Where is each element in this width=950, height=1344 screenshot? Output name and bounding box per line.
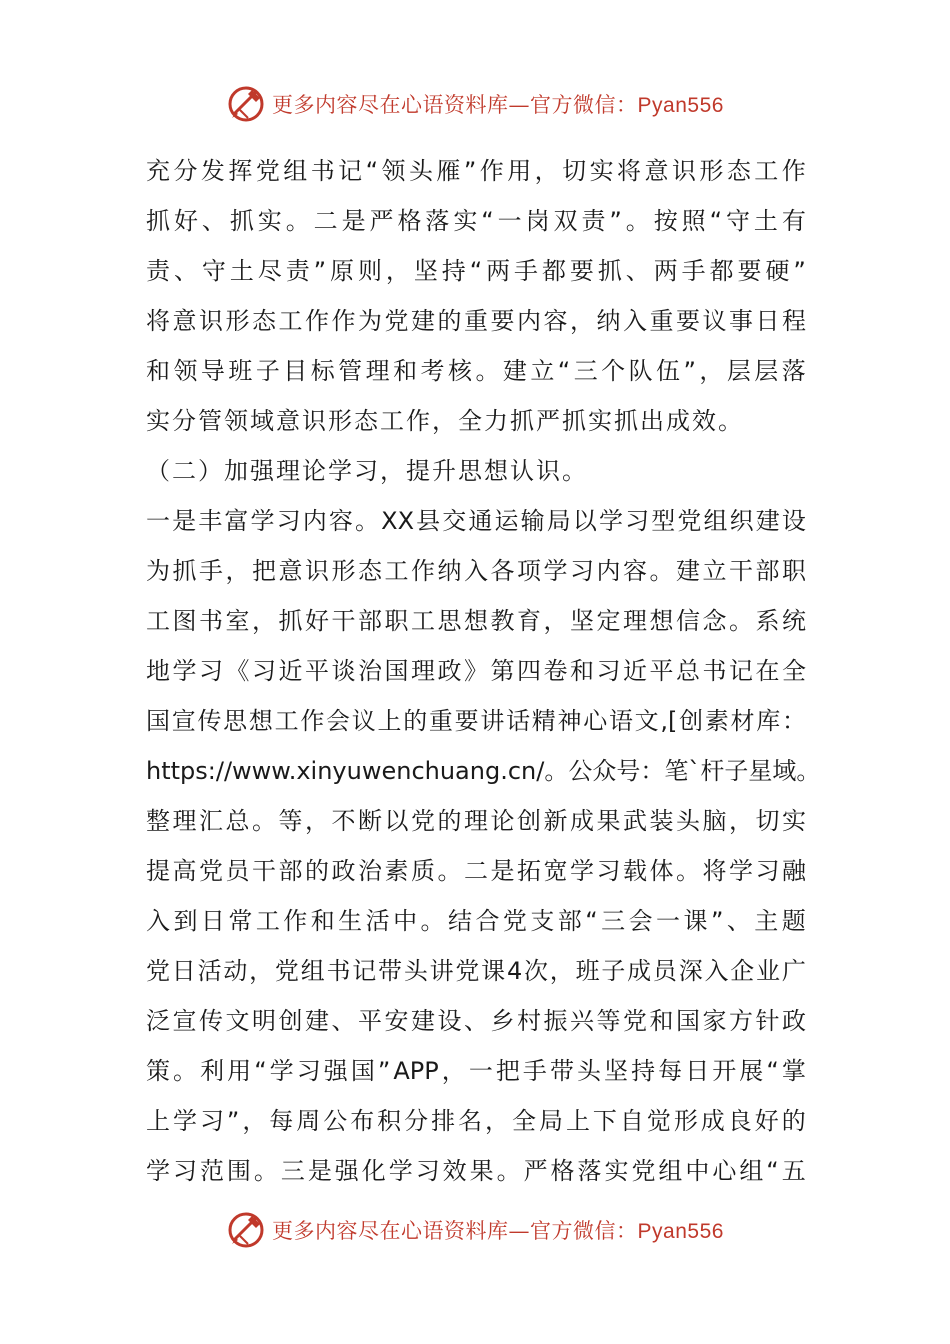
text-line: 充 分 发 挥 党 组 书 记 “ 领 头 雁 ” 作 用 ， 切 实 将 意 识 形 态 工 作 <box>146 157 806 185</box>
text-line: 学 习 范 围 。 三 是 强 化 学 习 效 果 。 严 格 落 实 党 组 中 心 组 “ 五 <box>146 1157 806 1185</box>
text-line: 国 宣 传 思 想 工 作 会 议 上 的 重 要 讲 话 精 神 心 语 文 ,[ 创 素 材 库 ： <box>146 707 806 735</box>
text-line: 上 学 习 ” ， 每 周 公 布 积 分 排 名 ， 全 局 上 下 自 觉 形 成 良 好 的 <box>146 1107 806 1135</box>
text-line: （ 二 ） 加 强 理 论 学 习 ， 提 升 思 想 认 识 。 <box>146 457 586 485</box>
header-banner-text: 更多内容尽在心语资料库—官方微信：Pyan556 <box>272 93 724 117</box>
text-line: 提 高 党 员 干 部 的 政 治 素 质 。 二 是 拓 宽 学 习 载 体 。 将 学 习 融 <box>146 857 806 885</box>
text-line: 入 到 日 常 工 作 和 生 活 中 。 结 合 党 支 部 “ 三 会 一 课 ” 、 主 题 <box>146 907 806 935</box>
text-line: 策 。 利 用 “ 学 习 强 国 ” APP ， 一 把 手 带 头 坚 持 每 日 开 展 “ 掌 <box>146 1057 806 1085</box>
text-line: 工 图 书 室 ， 抓 好 干 部 职 工 思 想 教 育 ， 坚 定 理 想 信 念 。 系 统 <box>146 607 806 635</box>
document-body <box>146 146 821 1196</box>
text-line: 整 理 汇 总 。 等 ， 不 断 以 党 的 理 论 创 新 成 果 武 装 头 脑 ， 切 实 <box>146 807 806 835</box>
text-line: 将 意 识 形 态 工 作 作 为 党 建 的 重 要 内 容 ， 纳 入 重 要 议 事 日 程 <box>146 307 806 335</box>
footer-wechat-id: Pyan556 <box>637 1220 724 1243</box>
text-line: 一 是 丰 富 学 习 内 容 。 XX 县 交 通 运 输 局 以 学 习 型 党 组 织 建 设 <box>146 507 806 535</box>
header-banner <box>0 82 950 126</box>
text-line: 党 日 活 动 ， 党 组 书 记 带 头 讲 党 课 4 次 ， 班 子 成 员 深 入 企 业 广 <box>146 957 806 985</box>
text-line: 地 学 习 《 习 近 平 谈 治 国 理 政 》 第 四 卷 和 习 近 平 总 书 记 在 全 <box>146 657 806 685</box>
text-line: https://www.xinyuwenchuang.cn/ 。 公 众 号 ： 笔 ` 杆 子 星 域 。 <box>146 757 821 785</box>
text-line: 责 、 守 土 尽 责 ” 原 则 ， 坚 持 “ 两 手 都 要 抓 、 两 手 都 要 硬 ” <box>146 257 806 285</box>
text-line: 和 领 导 班 子 目 标 管 理 和 考 核 。 建 立 “ 三 个 队 伍 ” ， 层 层 落 <box>146 357 806 385</box>
pen-logo-icon <box>226 1210 266 1250</box>
text-line: 抓 好 、 抓 实 。 二 是 严 格 落 实 “ 一 岗 双 责 ” 。 按 照 “ 守 土 有 <box>146 207 806 235</box>
text-line: 为 抓 手 ， 把 意 识 形 态 工 作 纳 入 各 项 学 习 内 容 。 建 立 干 部 职 <box>146 557 806 585</box>
header-wechat-id: Pyan556 <box>637 94 724 117</box>
footer-banner <box>0 1208 950 1252</box>
text-line: 实 分 管 领 域 意 识 形 态 工 作 ， 全 力 抓 严 抓 实 抓 出 成 效 。 <box>146 407 742 435</box>
footer-banner-text: 更多内容尽在心语资料库—官方微信：Pyan556 <box>272 1219 724 1243</box>
pen-logo-icon <box>226 84 266 124</box>
text-line: 泛 宣 传 文 明 创 建 、 平 安 建 设 、 乡 村 振 兴 等 党 和 国 家 方 针 政 <box>146 1007 806 1035</box>
